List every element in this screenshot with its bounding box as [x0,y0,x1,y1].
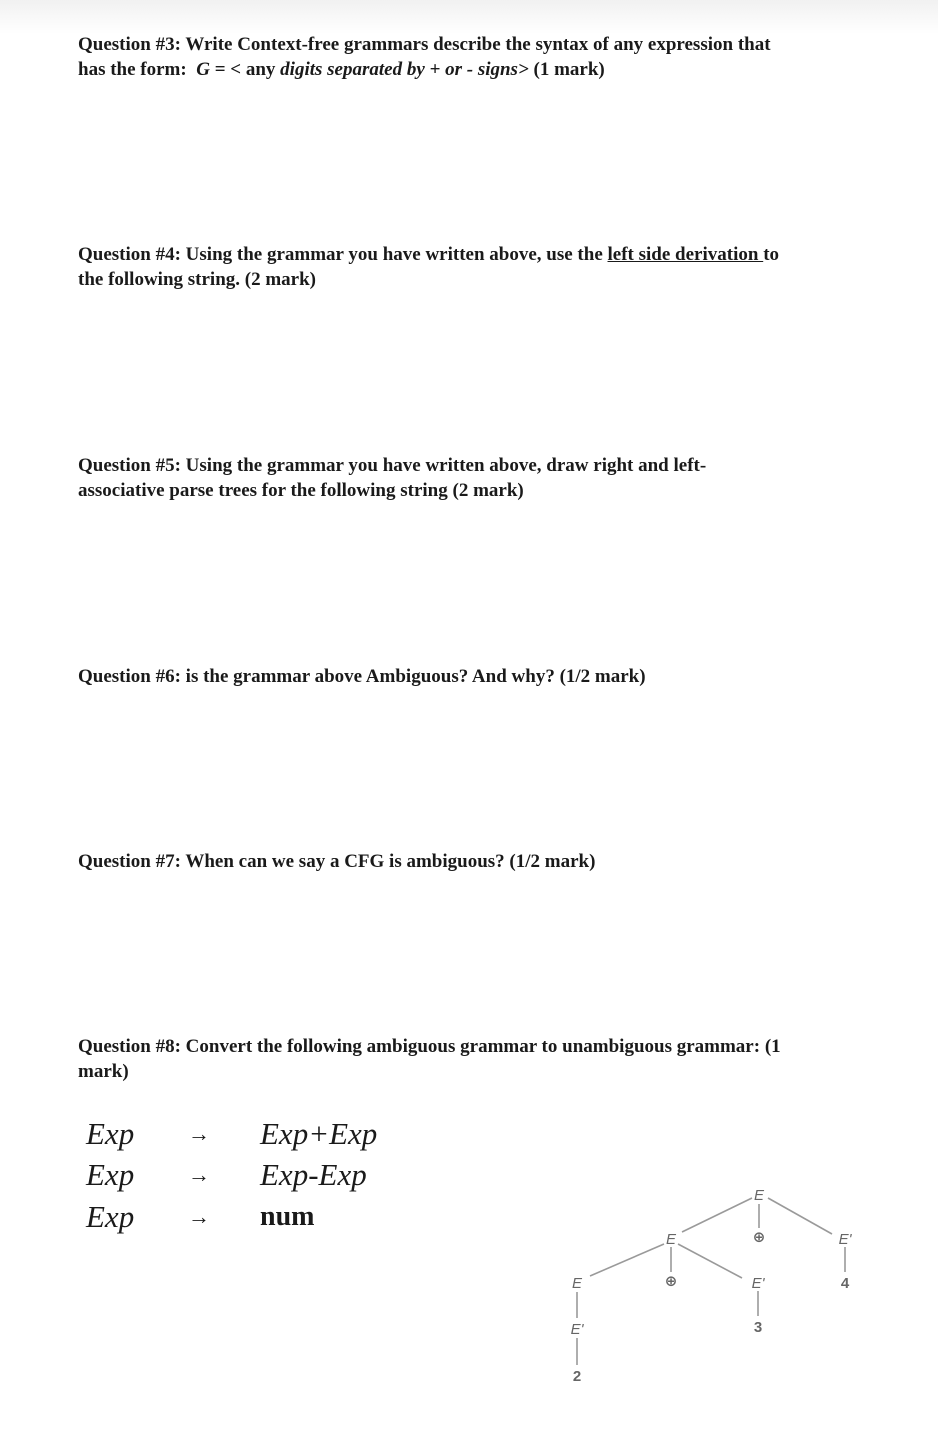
grammar-rule-3-arrow: → [188,1204,210,1229]
tree-plus-mid: ⊕ [664,1273,678,1290]
grammar-rule-1-lhs: Exp [86,1116,135,1151]
grammar-rule-1-rhs: Exp+Exp [260,1116,378,1151]
question-4-underlined-term: left side derivation [607,244,764,265]
tree-plus-top: ⊕ [752,1229,766,1246]
tree-edge [768,1198,832,1234]
question-3 [78,32,888,82]
grammar-rule-1-arrow: → [188,1121,210,1146]
question-6-text: Question #6: is the grammar above Ambiguous? And why? (1/2 mark) [78,666,646,687]
question-3-line-1: Question #3: Write Context-free grammars describe the syntax of any expression that [78,34,771,55]
question-4-line-2: the following string. (2 mark) [78,269,317,290]
question-5 [78,453,888,503]
question-5-line-1: Question #5: Using the grammar you have written above, draw right and left- [78,455,707,476]
question-3-mark: (1 mark) [528,59,605,80]
question-4-line-1-prefix: Question #4: Using the grammar you have written above, use the [78,244,608,265]
parse-tree-diagram [540,1170,880,1400]
question-7 [78,849,888,874]
tree-edge [682,1198,752,1232]
question-6 [78,664,888,689]
grammar-rule-3-lhs: Exp [86,1199,135,1234]
tree-leaf-4: 4 [840,1275,850,1292]
tree-node-eprime-left: E' [570,1321,584,1338]
question-8 [78,1034,888,1084]
grammar-rule-2-rhs: Exp-Exp [260,1157,367,1192]
tree-node-root: E [753,1187,765,1204]
question-3-form-label: has the form: [78,59,187,80]
question-3-g-var: G [196,59,210,80]
tree-node-e-low: E [571,1275,583,1292]
tree-node-e-mid: E [665,1231,677,1248]
tree-node-eprime-mid: E' [751,1275,765,1292]
tree-node-eprime-right: E' [838,1231,852,1248]
tree-leaf-3: 3 [753,1319,763,1336]
question-8-line-1: Question #8: Convert the following ambiguous grammar to unambiguous grammar: (1 [78,1036,781,1057]
page-top-shading [0,0,938,34]
tree-leaf-2: 2 [572,1368,582,1385]
question-5-line-2: associative parse trees for the following string (2 mark) [78,480,524,501]
question-3-description: digits separated by + or - signs> [280,59,529,80]
question-8-line-2: mark) [78,1061,129,1082]
grammar-rule-3-rhs: num [260,1201,315,1232]
question-4-line-1-suffix: to [763,244,780,265]
question-3-any: any [245,59,281,80]
grammar-rule-2-arrow: → [188,1162,210,1187]
question-7-text: Question #7: When can we say a CFG is ambiguous? (1/2 mark) [78,851,596,872]
tree-edge [678,1244,742,1278]
question-3-g-eq: = < [209,59,246,80]
question-4 [78,242,888,292]
grammar-rule-2-lhs: Exp [86,1157,135,1192]
tree-edge [590,1244,664,1276]
